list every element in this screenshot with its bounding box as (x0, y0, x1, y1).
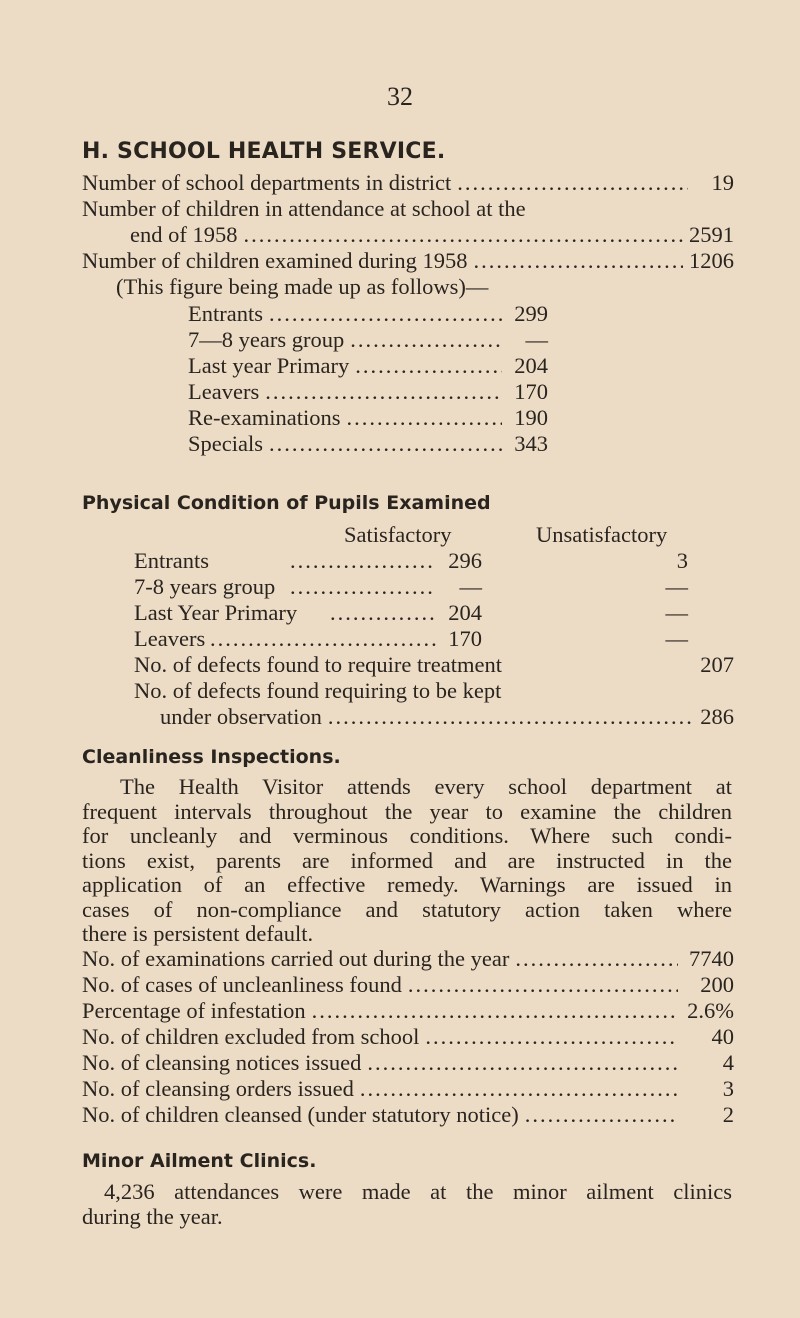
row-value: 299 (514, 301, 548, 326)
row-value: 2 (722, 1102, 734, 1127)
row-value: 204 (514, 353, 548, 378)
leader-dots (243, 222, 683, 248)
row-label: Leavers (134, 626, 206, 651)
summary-row-label: Number of children in attendance at school at the (82, 196, 526, 221)
cleanliness-stat-row (82, 972, 734, 998)
breakdown-row (188, 431, 548, 457)
row-value: 7740 (689, 946, 734, 971)
unsatisfactory-value: 3 (676, 548, 688, 573)
row-label: Specials (188, 431, 263, 456)
paragraph-line: 4,236 attendances were made at the minor ailment clinics (104, 1179, 732, 1204)
paragraph-line: frequent intervals throughout the year to examine the children (82, 798, 732, 824)
breakdown-row (188, 353, 548, 379)
row-value: 286 (700, 704, 734, 729)
col-unsatisfactory: Unsatisfactory (536, 522, 668, 547)
leader-dots (515, 946, 678, 972)
defects-treatment-row (134, 652, 734, 678)
cleanliness-stat-row (82, 1102, 734, 1128)
row-label: No. of defects found to require treatment (134, 652, 502, 677)
breakdown-row (188, 327, 548, 353)
row-label: Number of school departments in district (82, 170, 452, 195)
minor-ailment-heading: Minor Ailment Clinics. (82, 1150, 317, 1172)
physical-row (134, 574, 734, 600)
leader-dots (328, 704, 694, 730)
leader-dots (367, 1050, 678, 1076)
leader-dots (360, 1076, 678, 1102)
row-value: 40 (711, 1024, 734, 1049)
cleanliness-stat-row (82, 946, 734, 972)
row-label: Entrants (134, 548, 209, 573)
leader-dots (290, 574, 436, 600)
row-label: Number of children examined during 1958 (82, 248, 468, 273)
row-value: 190 (514, 405, 548, 430)
physical-row (134, 548, 734, 574)
defects-observation-row (160, 704, 734, 730)
summary-row (82, 170, 734, 196)
unsatisfactory-value: — (665, 626, 688, 651)
paragraph-line: during the year. (82, 1203, 223, 1229)
breakdown-intro: (This figure being made up as follows)— (116, 274, 489, 299)
row-label: 7-8 years group (134, 574, 276, 599)
unsatisfactory-value: — (665, 574, 688, 599)
row-value: 207 (700, 652, 734, 677)
physical-heading: Physical Condition of Pupils Examined (82, 492, 491, 514)
leader-dots (355, 353, 502, 379)
paragraph-line: for uncleanly and verminous conditions. Where such condi- (82, 823, 732, 848)
breakdown-row (188, 301, 548, 327)
defects-observation-label: No. of defects found requiring to be kept (134, 678, 502, 703)
minor-ailment-paragraph (82, 1180, 732, 1229)
leader-dots (457, 170, 688, 196)
row-label: under observation (160, 704, 322, 729)
summary-row (82, 248, 734, 274)
paragraph-line: cases of non-compliance and statutory action taken where (82, 896, 732, 922)
col-satisfactory: Satisfactory (344, 522, 452, 547)
leader-dots (330, 600, 436, 626)
cleanliness-paragraph (82, 775, 732, 947)
cleanliness-heading: Cleanliness Inspections. (82, 746, 341, 768)
row-label: Leavers (188, 379, 260, 404)
leader-dots (290, 548, 436, 574)
paragraph-line: tions exist, parents are informed and are instructed in the (82, 847, 732, 873)
unsatisfactory-value: — (665, 600, 688, 625)
leader-dots (265, 379, 502, 405)
leader-dots (269, 431, 502, 457)
row-value: 19 (711, 170, 734, 195)
cleanliness-stat-row (82, 1050, 734, 1076)
satisfactory-value: 296 (448, 548, 482, 573)
satisfactory-value: — (459, 574, 482, 599)
row-label: Re-examinations (188, 405, 341, 430)
satisfactory-value: 170 (448, 626, 482, 651)
leader-dots (346, 405, 502, 431)
row-value: 2591 (689, 222, 734, 247)
summary-row (130, 222, 734, 248)
row-value: — (525, 327, 548, 352)
leader-dots (525, 1102, 678, 1128)
physical-row (134, 626, 734, 652)
row-label: No. of children cleansed (under statutory notice) (82, 1102, 519, 1127)
row-value: 170 (514, 379, 548, 404)
leader-dots (408, 972, 678, 998)
leader-dots (269, 301, 502, 327)
leader-dots (350, 327, 502, 353)
paragraph-line: there is persistent default. (82, 921, 314, 946)
paragraph-line: application of an effective remedy. Warnings are issued in (82, 872, 732, 897)
row-label: Last year Primary (188, 353, 350, 378)
cleanliness-stat-row (82, 1024, 734, 1050)
row-label: end of 1958 (130, 222, 238, 247)
row-label: Last Year Primary (134, 600, 298, 625)
row-label: Entrants (188, 301, 263, 326)
row-label: No. of cases of uncleanliness found (82, 972, 402, 997)
physical-row (134, 600, 734, 626)
cleanliness-stat-row (82, 1076, 734, 1102)
leader-dots (312, 998, 678, 1024)
row-value: 1206 (689, 248, 734, 273)
row-label: No. of examinations carried out during the year (82, 946, 510, 971)
row-value: 343 (514, 431, 548, 456)
cleanliness-stat-row (82, 998, 734, 1024)
paragraph-line: The Health Visitor attends every school department at (120, 774, 732, 799)
satisfactory-value: 204 (448, 600, 482, 625)
breakdown-row (188, 405, 548, 431)
row-value: 200 (700, 972, 734, 997)
row-label: No. of cleansing notices issued (82, 1050, 362, 1075)
section-title: H. SCHOOL HEALTH SERVICE. (82, 139, 446, 164)
breakdown-row (188, 379, 548, 405)
row-label: 7—8 years group (188, 327, 345, 352)
page-number: 32 (387, 82, 413, 111)
leader-dots (474, 248, 683, 274)
row-value: 3 (722, 1076, 734, 1101)
row-label: No. of children excluded from school (82, 1024, 420, 1049)
row-value: 4 (722, 1050, 734, 1075)
row-label: Percentage of infestation (82, 998, 306, 1023)
leader-dots (210, 626, 436, 652)
row-label: No. of cleansing orders issued (82, 1076, 354, 1101)
leader-dots (425, 1024, 678, 1050)
row-value: 2.6% (687, 998, 734, 1023)
